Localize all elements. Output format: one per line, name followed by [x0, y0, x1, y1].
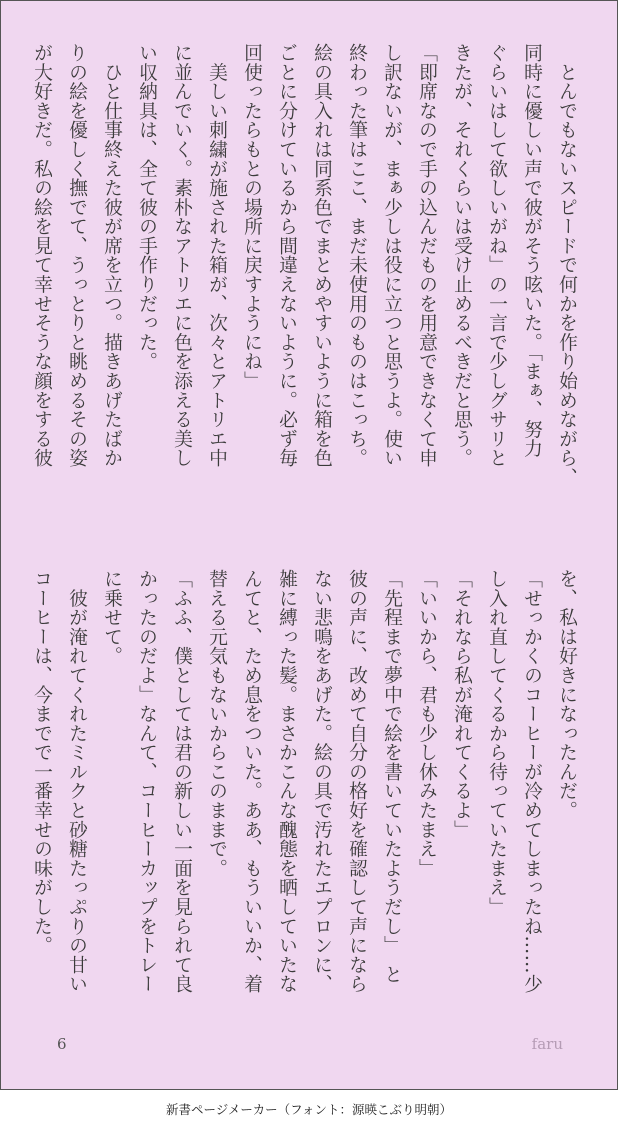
text-line: んてと、ため息をついた。ああ、もういいか、着 [241, 569, 262, 994]
text-line: い収納具は、全て彼の手作りだった。 [136, 43, 157, 371]
text-line: 終わった筆はここ、まだ未使用のものはこっち。 [346, 43, 367, 468]
page-number: 6 [57, 1035, 67, 1053]
text-line: 絵の具入れは同系色でまとめやすいように箱を色 [311, 43, 332, 468]
text-line: 「それなら私が淹れてくるよ」 [451, 569, 472, 840]
text-line: 替える元気もないからこのままで。 [206, 569, 227, 878]
text-line: 彼が淹れてくれたミルクと砂糖たっぷりの甘い [66, 569, 87, 994]
text-line: 雑に縛った髪。まさかこんな醜態を晒していたな [276, 569, 297, 994]
text-line: 美しい刺繍が施された箱が、次々とアトリエ中 [206, 43, 227, 468]
text-line: 彼の声に、改めて自分の格好を確認して声になら [346, 569, 367, 994]
text-line: が大好きだ。私の絵を見て幸せそうな顔をする彼 [31, 43, 52, 468]
text-line: 「先程まで夢中で絵を書いていたようだし」 と [381, 569, 402, 984]
text-line: きたが、それくらいは受け止めるべきだと思う。 [451, 43, 472, 468]
text-line: し入れ直してくるから待っていたまえ」 [486, 569, 507, 917]
text-line: 「せっかくのコーヒーが冷めてしまったね……少 [521, 569, 542, 994]
text-line: ひと仕事終えた彼が席を立つ。描きあげたばか [101, 43, 122, 468]
text-line: 「ふふ、僕としては君の新しい一面を見られて良 [171, 569, 192, 994]
text-line: 「いいから、君も少し休みたまえ」 [416, 569, 437, 878]
text-line: に並んでいく。素朴なアトリエに色を添える美し [171, 43, 192, 468]
text-line: ない悲鳴をあげた。絵の具で汚れたエプロンに、 [311, 569, 332, 994]
text-line: かったのだよ」なんて、コーヒーカップをトレー [136, 569, 157, 994]
text-line: 回使ったらもとの場所に戻すようにね」 [241, 43, 262, 391]
text-line: に乗せて。 [101, 569, 122, 666]
text-line: ごとに分けているから間違えないように。必ず毎 [276, 43, 297, 468]
author-name: faru [531, 1035, 563, 1053]
text-block-bottom [24, 569, 584, 1039]
text-line: を、私は好きになったんだ。 [556, 569, 577, 820]
text-line: 「即席なので手の込んだものを用意できなくて申 [416, 43, 437, 468]
text-line: し訳ないが、まぁ少しは役に立つと思うよ。使い [381, 43, 402, 468]
text-line: ぐらいはして欲しいがね」の一言で少しグサリと [486, 43, 507, 468]
text-line: とんでもないスピードで何かを作り始めながら、 [556, 43, 577, 487]
text-block-top [24, 43, 584, 543]
text-line: コーヒーは、今までで一番幸せの味がした。 [31, 569, 52, 955]
text-line: りの絵を優しく撫でて、うっとりと眺めるその姿 [66, 43, 87, 468]
text-line: 同時に優しい声で彼がそう呟いた。「まぁ、努力 [521, 43, 542, 458]
footer-caption: 新書ページメーカー（フォント：源暎こぶり明朝） [165, 1102, 452, 1117]
